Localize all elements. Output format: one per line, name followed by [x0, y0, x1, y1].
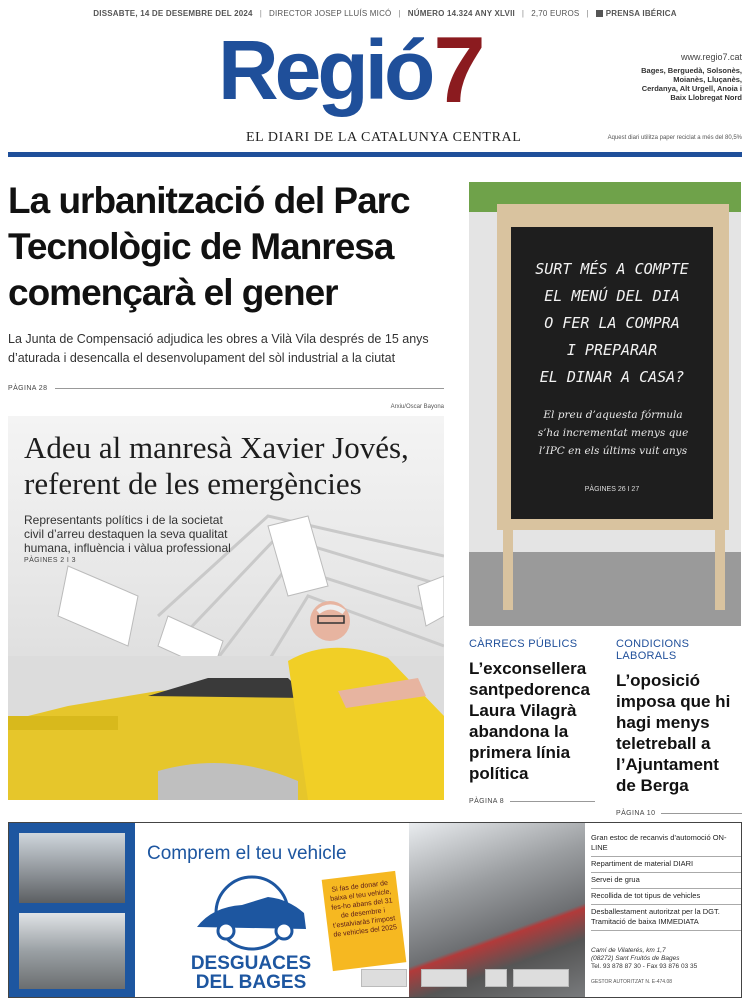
masthead-right-info [640, 53, 742, 102]
chalkboard-photo[interactable] [469, 182, 741, 626]
photo-story-subhead: Representants polítics i de la societat civil d’arreu destaquen la seva qualitat humana, influència i vàlua professional [24, 513, 231, 555]
brief-right[interactable] [616, 638, 742, 817]
ad-address: Camí de Vilaterés, km 1,7 (08272) Sant Fruitós de Bages Tel. 93 878 87 30 - Fax 93 876 03 35 [591, 947, 698, 970]
ad-services-list [591, 831, 741, 931]
regions-list: Bages, Berguedà, Solsonès, Moianès, Lluçanès, Cerdanya, Alt Urgell, Anoia i Baix Llobregat Nord [641, 66, 742, 102]
masthead-topbar: DISSABTE, 14 DE DESEMBRE DEL 2024 | DIRECTOR JOSEP LLUÍS MICÓ | NÚMERO 14.324 ANY XLVII | 2,70 EUROS | PRENSA IBÉRICA [93, 8, 677, 18]
logo-name: Regió [218, 23, 432, 117]
brief-headline[interactable]: L’exconsellera santpedorenca Laura Vilagrà abandona la primera línia política [469, 659, 590, 783]
service-item: Desballestament autoritzat per la DGT. Tramitació de baixa IMMEDIATA [591, 905, 741, 931]
ad-photo-tow-truck [19, 833, 125, 903]
photo-story-headline[interactable]: Adeu al manresà Xavier Jovés, referent de les emergències [24, 430, 409, 501]
logo-number: 7 [433, 17, 483, 122]
brief-page-ref: PÀGINA 8 [469, 798, 595, 805]
brief-section: CÀRRECS PÚBLICS [469, 638, 578, 650]
chalk-text-main: SURT MÉS A COMPTE EL MENÚ DEL DIA O FER LA COMPRA I PREPARAR EL DINAR A CASA? [535, 260, 689, 386]
issue-date: DISSABTE, 14 DE DESEMBRE DEL 2024 [93, 8, 253, 18]
tagline: EL DIARI DE LA CATALUNYA CENTRAL [246, 130, 522, 145]
newspaper-logo[interactable] [218, 17, 483, 122]
director: DIRECTOR JOSEP LLUÍS MICÓ [268, 8, 392, 18]
service-item: Servei de grua [591, 873, 741, 889]
masthead-divider [8, 152, 742, 157]
website-link[interactable]: www.regio7.cat [680, 52, 742, 62]
car-logo-icon [192, 873, 312, 953]
brief-left[interactable] [469, 638, 595, 805]
issue-number: NÚMERO 14.324 ANY XLVII [407, 8, 515, 18]
advertisement[interactable] [8, 822, 742, 998]
main-photo[interactable] [8, 416, 444, 800]
recycling-seal-icon [485, 969, 507, 987]
ad-promo-note: Si fas de donar de baixa el teu vehicle, fes-ho abans del 31 de desembre i t’estalviaràs l’impost de vehicles del 2025 [322, 871, 407, 971]
certification-seal-icon [421, 969, 467, 987]
brief-section: CONDICIONS LABORALS [616, 638, 690, 662]
publisher-group: PRENSA IBÉRICA [596, 9, 677, 18]
chalkboard-illustration [469, 182, 741, 626]
photo-story-page-ref: PÀGINES 2 I 3 [24, 557, 76, 564]
lead-headline[interactable]: La urbanització del Parc Tecnològic de Manresa començarà el gener [8, 180, 410, 313]
brief-headline[interactable]: L’oposició imposa que hi hagi menys teletreball a l’Ajuntament de Berga [616, 671, 731, 795]
ad-brand: DESGUACES DEL BAGES [190, 953, 312, 993]
group-icon [596, 10, 603, 17]
service-item: Recollida de tot tipus de vehicles [591, 889, 741, 905]
lead-page-ref: PÀGINA 28 [8, 385, 444, 392]
service-item: Gran estoc de recanvis d’automoció ON-LINE [591, 831, 741, 857]
photo-credit: Arxiu/Oscar Bayona [390, 404, 444, 410]
recycle-note: Aquest diari utilitza paper reciclat a més del 80,5% [607, 135, 742, 141]
price: 2,70 EUROS [531, 8, 580, 18]
board-page-ref: PÀGINES 26 I 27 [584, 486, 640, 493]
ad-photo-car-yard [19, 913, 125, 989]
chalk-text-small: El preu d’aquesta fórmula s’ha incrementat menys que l’IPC en els últims vuit anys [537, 409, 689, 457]
brief-page-ref: PÀGINA 10 [616, 810, 742, 817]
certification-seal-icon [361, 969, 407, 987]
lead-deck: La Junta de Compensació adjudica les obres a Vilà Vila després de 15 anys d’aturada i desencalla el desenvolupament del sòl industrial a la ciutat [8, 332, 429, 365]
ad-gestor-note: GESTOR AUTORITZAT N. E-474.08 [591, 979, 673, 985]
service-item: Repartiment de material DIARI [591, 857, 741, 873]
ad-title: Comprem el teu vehicle [147, 843, 347, 864]
certification-seal-icon [513, 969, 569, 987]
